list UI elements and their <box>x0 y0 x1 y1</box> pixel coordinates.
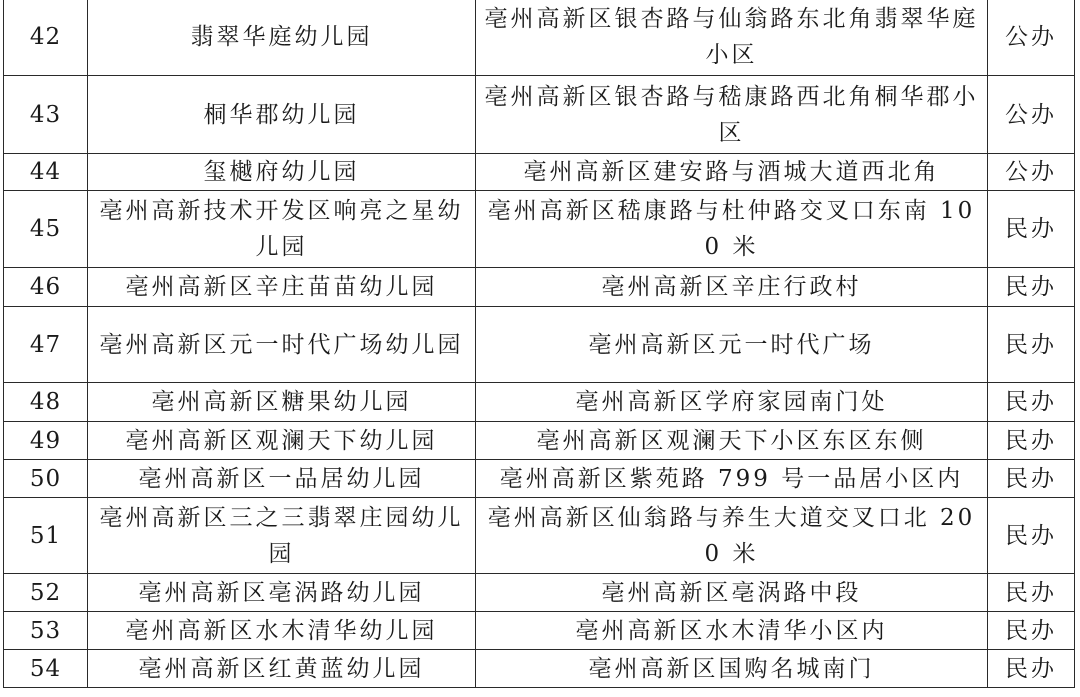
row-number: 48 <box>4 383 88 422</box>
kindergarten-name: 翡翠华庭幼儿园 <box>88 0 476 76</box>
kindergarten-address: 亳州高新区学府家园南门处 <box>476 383 988 422</box>
kindergarten-name: 亳州高新区一品居幼儿园 <box>88 460 476 498</box>
kindergarten-address: 亳州高新区亳涡路中段 <box>476 574 988 612</box>
ownership-type: 民办 <box>988 574 1075 612</box>
row-number: 47 <box>4 307 88 383</box>
kindergarten-address: 亳州高新区元一时代广场 <box>476 307 988 383</box>
table-row <box>4 383 1075 422</box>
kindergarten-name: 亳州高新区三之三翡翠庄园幼儿园 <box>88 498 476 574</box>
kindergarten-address: 亳州高新区银杏路与嵇康路西北角桐华郡小区 <box>476 76 988 154</box>
kindergarten-name: 亳州高新区辛庄苗苗幼儿园 <box>88 268 476 307</box>
table-row <box>4 460 1075 498</box>
table-row <box>4 268 1075 307</box>
table-row <box>4 498 1075 574</box>
kindergarten-address: 亳州高新区水木清华小区内 <box>476 612 988 650</box>
row-number: 50 <box>4 460 88 498</box>
row-number: 54 <box>4 650 88 688</box>
table-row <box>4 76 1075 154</box>
row-number: 49 <box>4 422 88 460</box>
row-number: 51 <box>4 498 88 574</box>
table-row <box>4 574 1075 612</box>
row-number: 46 <box>4 268 88 307</box>
kindergarten-name: 亳州高新区糖果幼儿园 <box>88 383 476 422</box>
table-row <box>4 307 1075 383</box>
kindergarten-address: 亳州高新区紫苑路 799 号一品居小区内 <box>476 460 988 498</box>
kindergarten-name: 亳州高新区红黄蓝幼儿园 <box>88 650 476 688</box>
kindergarten-address: 亳州高新区嵇康路与杜仲路交叉口东南 100 米 <box>476 191 988 268</box>
kindergarten-name: 桐华郡幼儿园 <box>88 76 476 154</box>
kindergarten-address: 亳州高新区辛庄行政村 <box>476 268 988 307</box>
row-number: 43 <box>4 76 88 154</box>
kindergarten-address: 亳州高新区仙翁路与养生大道交叉口北 200 米 <box>476 498 988 574</box>
row-number: 52 <box>4 574 88 612</box>
table-body <box>4 0 1075 688</box>
row-number: 53 <box>4 612 88 650</box>
row-number: 45 <box>4 191 88 268</box>
table-row <box>4 612 1075 650</box>
row-number: 44 <box>4 154 88 191</box>
kindergarten-address: 亳州高新区观澜天下小区东区东侧 <box>476 422 988 460</box>
kindergarten-name: 亳州高新技术开发区响亮之星幼儿园 <box>88 191 476 268</box>
kindergarten-address: 亳州高新区国购名城南门 <box>476 650 988 688</box>
table-row <box>4 650 1075 688</box>
ownership-type: 民办 <box>988 612 1075 650</box>
ownership-type: 民办 <box>988 307 1075 383</box>
ownership-type: 民办 <box>988 268 1075 307</box>
kindergarten-address: 亳州高新区银杏路与仙翁路东北角翡翠华庭小区 <box>476 0 988 76</box>
ownership-type: 公办 <box>988 154 1075 191</box>
kindergarten-name: 亳州高新区亳涡路幼儿园 <box>88 574 476 612</box>
ownership-type: 民办 <box>988 498 1075 574</box>
kindergarten-name: 玺樾府幼儿园 <box>88 154 476 191</box>
ownership-type: 公办 <box>988 0 1075 76</box>
table-row <box>4 154 1075 191</box>
table-row <box>4 0 1075 76</box>
ownership-type: 民办 <box>988 650 1075 688</box>
kindergarten-name: 亳州高新区观澜天下幼儿园 <box>88 422 476 460</box>
kindergarten-name: 亳州高新区水木清华幼儿园 <box>88 612 476 650</box>
table-row <box>4 191 1075 268</box>
row-number: 42 <box>4 0 88 76</box>
ownership-type: 公办 <box>988 76 1075 154</box>
kindergarten-address: 亳州高新区建安路与酒城大道西北角 <box>476 154 988 191</box>
kindergarten-name: 亳州高新区元一时代广场幼儿园 <box>88 307 476 383</box>
ownership-type: 民办 <box>988 422 1075 460</box>
ownership-type: 民办 <box>988 460 1075 498</box>
ownership-type: 民办 <box>988 191 1075 268</box>
table-row <box>4 422 1075 460</box>
ownership-type: 民办 <box>988 383 1075 422</box>
kindergarten-table <box>3 0 1075 688</box>
